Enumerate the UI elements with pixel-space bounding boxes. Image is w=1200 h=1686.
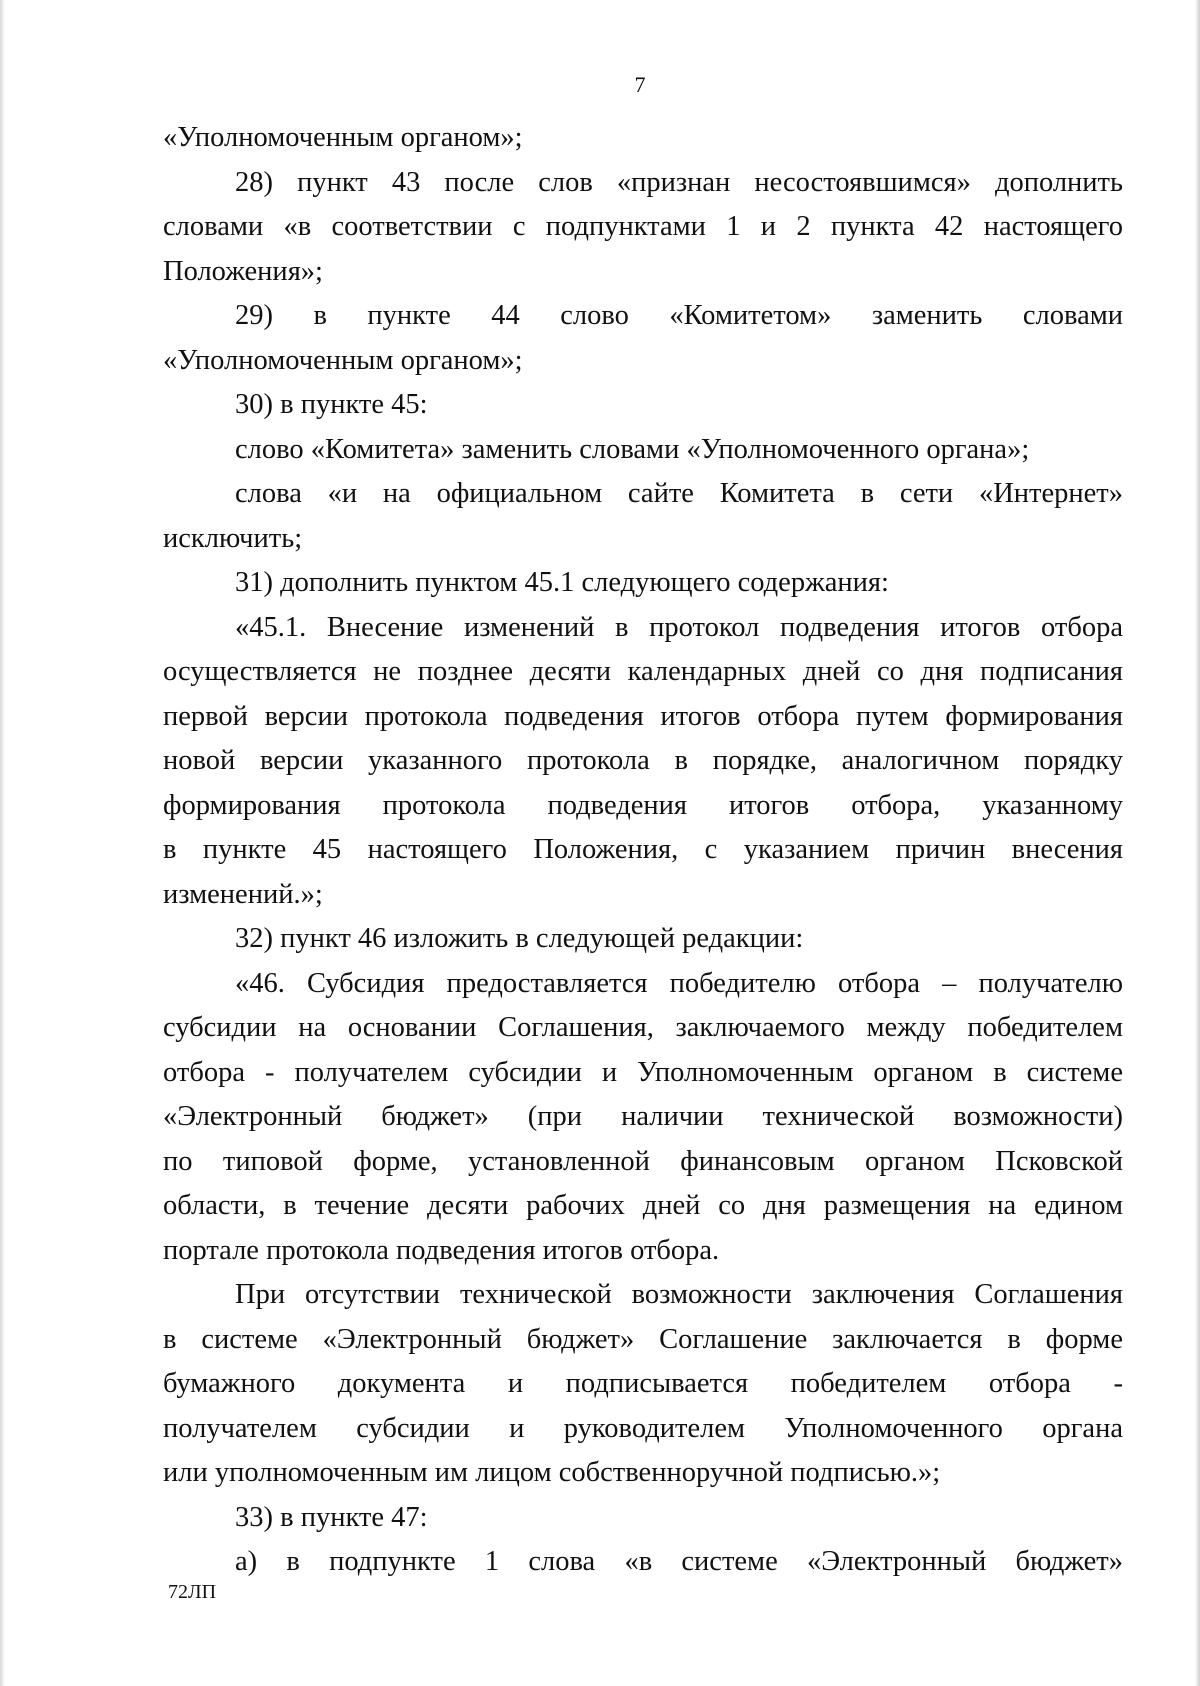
document-body [163,116,1123,1585]
text-line: получателем субсидии и руководителем Уполномоченного органа [163,1412,1123,1444]
text-line: новой версии указанного протокола в порядке, аналогичном порядку [163,745,1123,776]
text-line: слова «и на официальном сайте Комитета в сети «Интернет» [235,478,1123,509]
text-line: осуществляется не позднее десяти календарных дней со дня подписания [163,656,1123,687]
document-code: 72ЛП [168,1581,217,1603]
text-line: «Электронный бюджет» (при наличии технической возможности) [163,1101,1123,1132]
text-line: первой версии протокола подведения итогов отбора путем формирования [163,700,1123,732]
text-line: исключить; [163,522,303,554]
text-line: 28) пункт 43 после слов «признан несостоявшимся» дополнить [235,166,1123,198]
text-line: изменений.»; [163,878,323,910]
text-line: или уполномоченным им лицом собственноручной подписью.»; [163,1457,941,1488]
text-line: по типовой форме, установленной финансовым органом Псковской [163,1145,1123,1177]
text-line: субсидии на основании Соглашения, заключаемого между победителем [163,1012,1123,1043]
text-line: в системе «Электронный бюджет» Соглашение заключается в форме [163,1323,1123,1355]
text-line: 31) дополнить пунктом 45.1 следующего содержания: [235,567,889,598]
text-line: 32) пункт 46 изложить в следующей редакции: [235,923,804,954]
text-line: в пункте 45 настоящего Положения, с указанием причин внесения [163,834,1123,865]
text-line: 29) в пункте 44 слово «Комитетом» заменить словами [235,300,1123,331]
text-line: 33) в пункте 47: [235,1501,428,1533]
text-line: области, в течение десяти рабочих дней со дня размещения на едином [163,1190,1123,1221]
text-line: словами «в соответствии с подпунктами 1 и 2 пункта 42 настоящего [163,211,1123,242]
text-line: слово «Комитета» заменить словами «Уполномоченного органа»; [235,433,1030,465]
text-line: «45.1. Внесение изменений в протокол подведения итогов отбора [235,611,1123,643]
text-line: При отсутствии технической возможности заключения Соглашения [235,1279,1123,1310]
scan-edge-right [1195,0,1200,1686]
text-line: а) в подпункте 1 слова «в системе «Электронный бюджет» [235,1546,1123,1577]
text-line: Положения»; [163,255,323,287]
text-line: бумажного документа и подписывается победителем отбора - [163,1368,1123,1399]
text-line: «Уполномоченным органом»; [163,122,523,153]
scan-edge-left [0,0,5,1686]
text-line: «46. Субсидия предоставляется победителю отбора – получателю [235,967,1123,999]
text-line: отбора - получателем субсидии и Уполномоченным органом в системе [163,1056,1123,1088]
text-line: 30) в пункте 45: [235,389,428,420]
text-line: «Уполномоченным органом»; [163,344,523,376]
page-number: 7 [634,72,646,97]
text-line: портале протокола подведения итогов отбора. [163,1234,720,1266]
text-line: формирования протокола подведения итогов отбора, указанному [163,789,1123,821]
